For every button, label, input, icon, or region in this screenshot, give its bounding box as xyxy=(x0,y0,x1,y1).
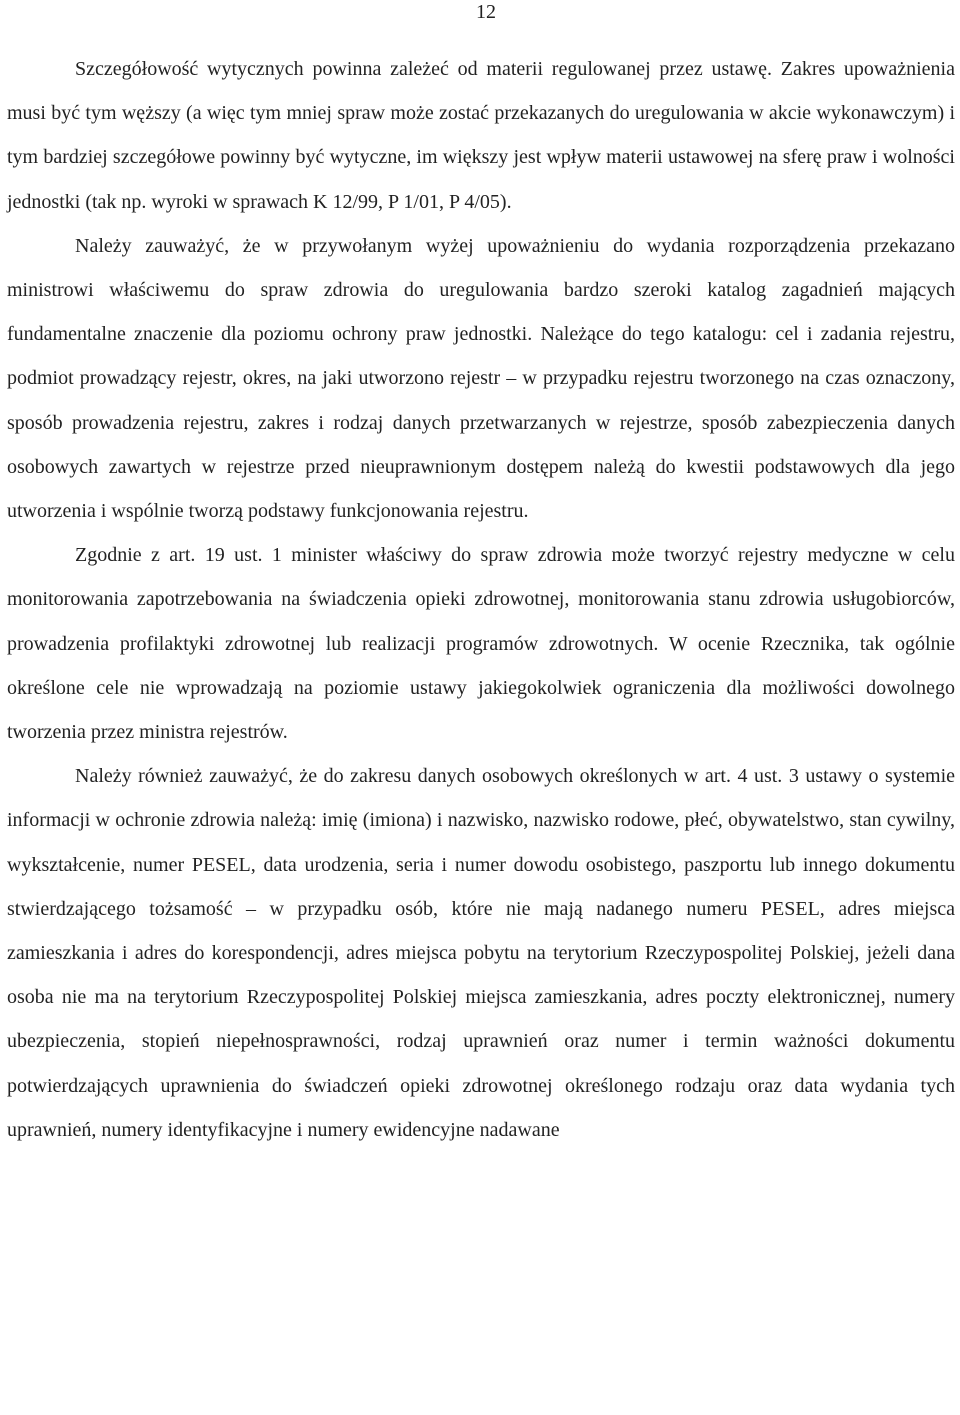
paragraph-3: Zgodnie z art. 19 ust. 1 minister właściwy do spraw zdrowia może tworzyć rejestry medyczne w celu monitorowania zapotrzebowania na świadczenia opieki zdrowotnej, monitorowania stanu zdrowia usługobiorców, prowadzenia profilaktyki zdrowotnej lub realizacji programów zdrowotnych. W ocenie Rzecznika, tak ogólnie określone cele nie wprowadzają na poziomie ustawy jakiegokolwiek ograniczenia dla możliwości dowolnego tworzenia przez ministra rejestrów. xyxy=(7,544,955,744)
paragraph-1: Szczegółowość wytycznych powinna zależeć od materii regulowanej przez ustawę. Zakres upoważnienia musi być tym węższy (a więc tym mniej spraw może zostać przekazanych do uregulowania w akcie wykonawczym) i tym bardziej szczegółowe powinny być wytyczne, im większy jest wpływ materii ustawowej na sferę praw i wolności jednostki (tak np. wyroki w sprawach K 12/99, P 1/01, P 4/05). xyxy=(7,58,955,213)
document-body xyxy=(7,47,955,1152)
page-number: 12 xyxy=(476,1,496,23)
paragraph-2: Należy zauważyć, że w przywołanym wyżej upoważnieniu do wydania rozporządzenia przekazano ministrowi właściwemu do spraw zdrowia do uregulowania bardzo szeroki katalog zagadnień mających fundamentalne znaczenie dla poziomu ochrony praw jednostki. Należące do tego katalogu: cel i zadania rejestru, podmiot prowadzący rejestr, okres, na jaki utworzono rejestr – w przypadku rejestru tworzonego na czas oznaczony, sposób prowadzenia rejestru, zakres i rodzaj danych przetwarzanych w rejestrze, sposób zabezpieczenia danych osobowych zawartych w rejestrze przed nieuprawnionym dostępem należą do kwestii podstawowych dla jego utworzenia i wspólnie tworzą podstawy funkcjonowania rejestru. xyxy=(7,234,955,523)
paragraph-4: Należy również zauważyć, że do zakresu danych osobowych określonych w art. 4 ust. 3 ustawy o systemie informacji w ochronie zdrowia należą: imię (imiona) i nazwisko, nazwisko rodowe, płeć, obywatelstwo, stan cywilny, wykształcenie, numer PESEL, data urodzenia, seria i numer dowodu osobistego, paszportu lub innego dokumentu stwierdzającego tożsamość – w przypadku osób, które nie mają nadanego numeru PESEL, adres miejsca zamieszkania i adres do korespondencji, adres miejsca pobytu na terytorium Rzeczypospolitej Polskiej, jeżeli dana osoba nie ma na terytorium Rzeczypospolitej Polskiej miejsca zamieszkania, adres poczty elektronicznej, numery ubezpieczenia, stopień niepełnosprawności, rodzaj uprawnień oraz numer i termin ważności dokumentu potwierdzających uprawnienia do świadczeń opieki zdrowotnej określonego rodzaju oraz data wydania tych uprawnień, numery identyfikacyjne i numery ewidencyjne nadawane xyxy=(7,765,955,1141)
